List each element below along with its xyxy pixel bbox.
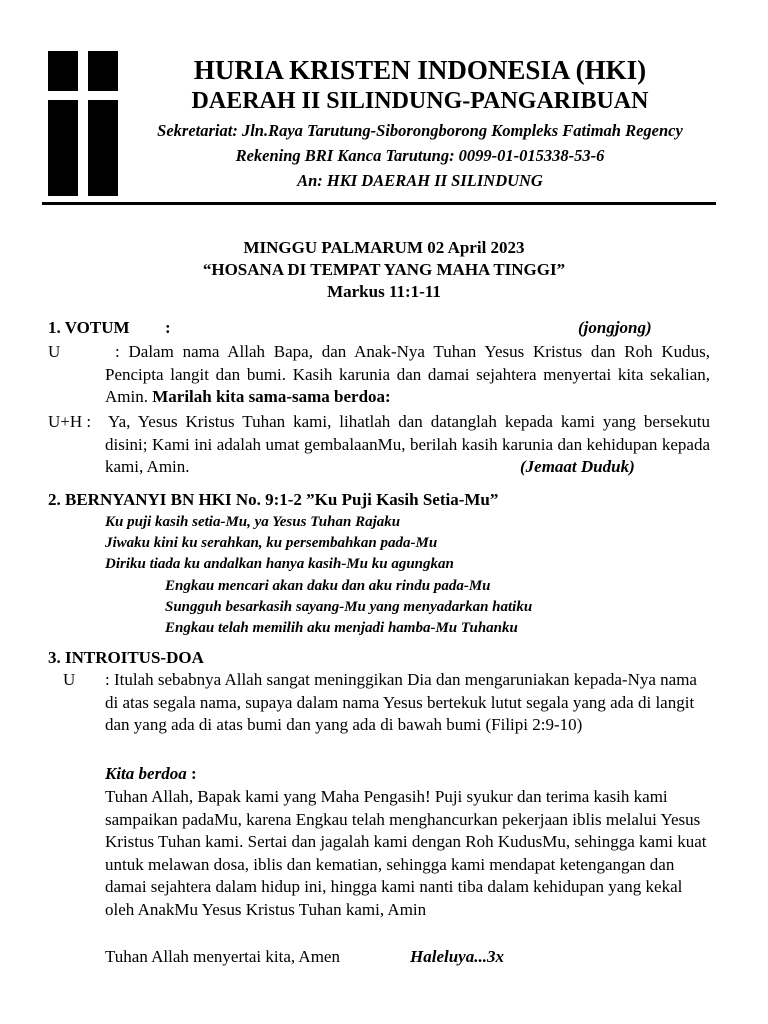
leader-label: U (63, 670, 76, 689)
service-title (0, 237, 768, 303)
song-line: Jiwaku kini ku serahkan, ku persembahkan pada-Mu (105, 535, 438, 551)
introitus-heading: 3. INTROITUS-DOA (48, 648, 204, 667)
leader-congregation-label: U+H : (48, 412, 92, 431)
secretariat-address: Sekretariat: Jln.Raya Tarutung-Siborongborong Kompleks Fatimah Regency (157, 121, 683, 140)
hallelujah-note: Haleluya...3x (410, 947, 504, 966)
song-line: Diriku tiada ku andalkan hanya kasih-Mu ku agungkan (105, 556, 454, 572)
votum-heading: 1. VOTUM (48, 318, 130, 337)
votum-response-text: Ya, Yesus Kristus Tuhan kami, lihatlah dan datanglah kepada kami yang bersekutu disini; Kami ini adalah umat gembalaanMu, berilah kasih karunia dan kehidupan kepada kami, Amin. (105, 412, 710, 476)
account-name: An: HKI DAERAH II SILINDUNG (297, 171, 543, 190)
votum-note: (jongjong) (578, 318, 652, 337)
song-line: Sungguh besarkasih sayang-Mu yang menyadarkan hatiku (165, 599, 533, 615)
header-divider (42, 202, 716, 205)
bank-account: Rekening BRI Kanca Tarutung: 0099-01-015338-53-6 (235, 146, 605, 165)
votum-leader-text: : Dalam nama Allah Bapa, dan Anak-Nya Tuhan Yesus Kristus dan Roh Kudus, Pencipta langit dan bumi. Kasih karunia dan damai sejahtera menyertai kita sekalian, Amin. Marilah kita sama-sama berdoa: (105, 342, 710, 406)
church-logo-icon (48, 51, 120, 196)
closing-text: Tuhan Allah menyertai kita, Amen (105, 947, 340, 966)
prayer-label: Kita berdoa : (105, 764, 197, 783)
introitus-text: : Itulah sebabnya Allah sangat meninggikan Dia dan mengaruniakan kepada-Nya nama di atas segala nama, supaya dalam nama Yesus bertekuk lutut segala yang ada di langit dan yang ada di atas bumi dan yang ada di bawah bumi (Filipi 2:9-10) (105, 670, 697, 734)
song-heading: 2. BERNYANYI BN HKI No. 9:1-2 ”Ku Puji Kasih Setia-Mu” (48, 490, 499, 509)
song-line: Engkau mencari akan daku dan aku rindu pada-Mu (165, 578, 491, 594)
scripture-reference: Markus 11:1-11 (327, 282, 441, 301)
votum-colon: : (165, 318, 171, 337)
service-theme: “HOSANA DI TEMPAT YANG MAHA TINGGI” (202, 260, 566, 279)
org-name: HURIA KRISTEN INDONESIA (HKI) (193, 55, 647, 85)
service-date: MINGGU PALMARUM 02 April 2023 (243, 238, 525, 257)
region-name: DAERAH II SILINDUNG-PANGARIBUAN (191, 88, 649, 114)
prayer-text: Tuhan Allah, Bapak kami yang Maha Pengasih! Puji syukur dan terima kasih kami sampaikan padaMu, karena Engkau telah menghancurkan pekerjaan iblis melalui Yesus Kristus Tuhan kami. Sertai dan jagalah kami dengan Roh KudusMu, sehingga kami kuat untuk melawan dosa, iblis dan kematian, sehingga kami mendapat ketengangan dan damai sejahtera dalam hidup ini, hingga kami nanti tiba dalam kehidupan yang kekal oleh AnakMu Yesus Kristus Tuhan kami, Amin (105, 787, 707, 919)
congregation-seated-note: (Jemaat Duduk) (520, 457, 635, 476)
song-line: Ku puji kasih setia-Mu, ya Yesus Tuhan Rajaku (105, 514, 401, 530)
leader-label: U (48, 342, 61, 361)
song-line: Engkau telah memilih aku menjadi hamba-Mu Tuhanku (165, 620, 518, 636)
